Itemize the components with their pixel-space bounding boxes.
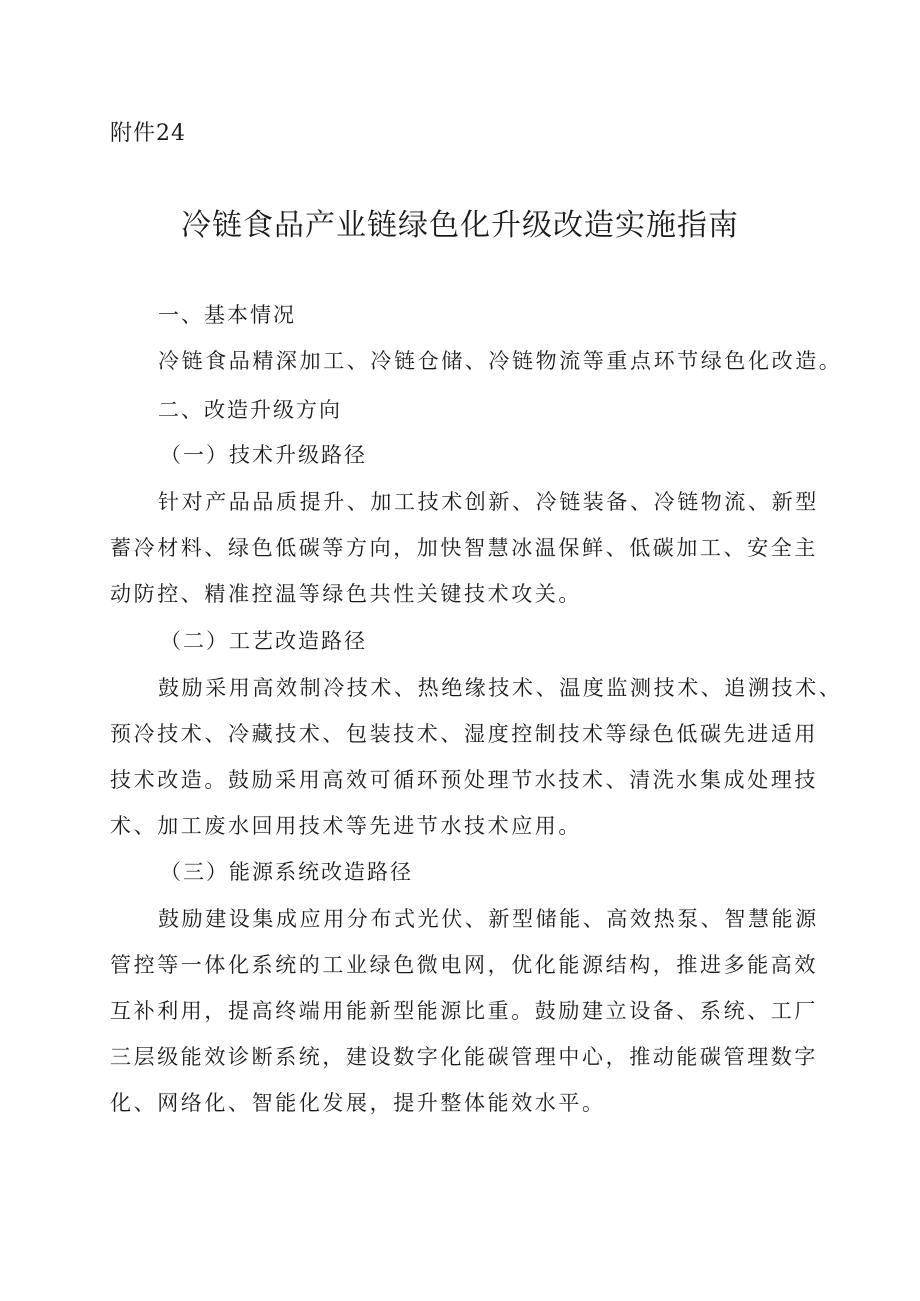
paragraph-line: 互补利用，提高终端用能新型能源比重。鼓励建立设备、系统、工厂 — [110, 999, 818, 1023]
paragraph-line: 鼓励建设集成应用分布式光伏、新型储能、高效热泵、智慧能源 — [158, 907, 819, 931]
paragraph-line: 术、加工废水回用技术等先进节水技术应用。 — [110, 814, 582, 838]
subsection-heading-process-path: （二）工艺改造路径 — [160, 629, 367, 653]
paragraph-line: 冷链食品精深加工、冷链仓储、冷链物流等重点环节绿色化改造。 — [158, 349, 843, 373]
paragraph-line: 针对产品品质提升、加工技术创新、冷链装备、冷链物流、新型 — [158, 490, 819, 514]
paragraph-line: 预冷技术、冷藏技术、包装技术、湿度控制技术等绿色低碳先进适用 — [110, 722, 818, 746]
paragraph-line: 化、网络化、智能化发展，提升整体能效水平。 — [110, 1091, 606, 1115]
paragraph-line: 鼓励采用高效制冷技术、热绝缘技术、温度监测技术、追溯技术、 — [158, 676, 843, 700]
section-heading-basic-situation: 一、基本情况 — [158, 303, 296, 327]
subsection-heading-technology-path: （一）技术升级路径 — [160, 443, 367, 467]
paragraph-line: 三层级能效诊断系统，建设数字化能碳管理中心，推动能碳管理数字 — [110, 1045, 818, 1069]
paragraph-line: 动防控、精准控温等绿色共性关键技术攻关。 — [110, 582, 582, 606]
attachment-label: 附件24 — [110, 121, 186, 146]
subsection-heading-energy-system-path: （三）能源系统改造路径 — [160, 860, 413, 884]
paragraph-line: 蓄冷材料、绿色低碳等方向，加快智慧冰温保鲜、低碳加工、安全主 — [110, 536, 818, 560]
paragraph-line: 管控等一体化系统的工业绿色微电网，优化能源结构，推进多能高效 — [110, 953, 818, 977]
paragraph-line: 技术改造。鼓励采用高效可循环预处理节水技术、清洗水集成处理技 — [110, 768, 818, 792]
section-heading-upgrade-direction: 二、改造升级方向 — [158, 398, 342, 422]
document-title: 冷链食品产业链绿色化升级改造实施指南 — [181, 208, 739, 243]
